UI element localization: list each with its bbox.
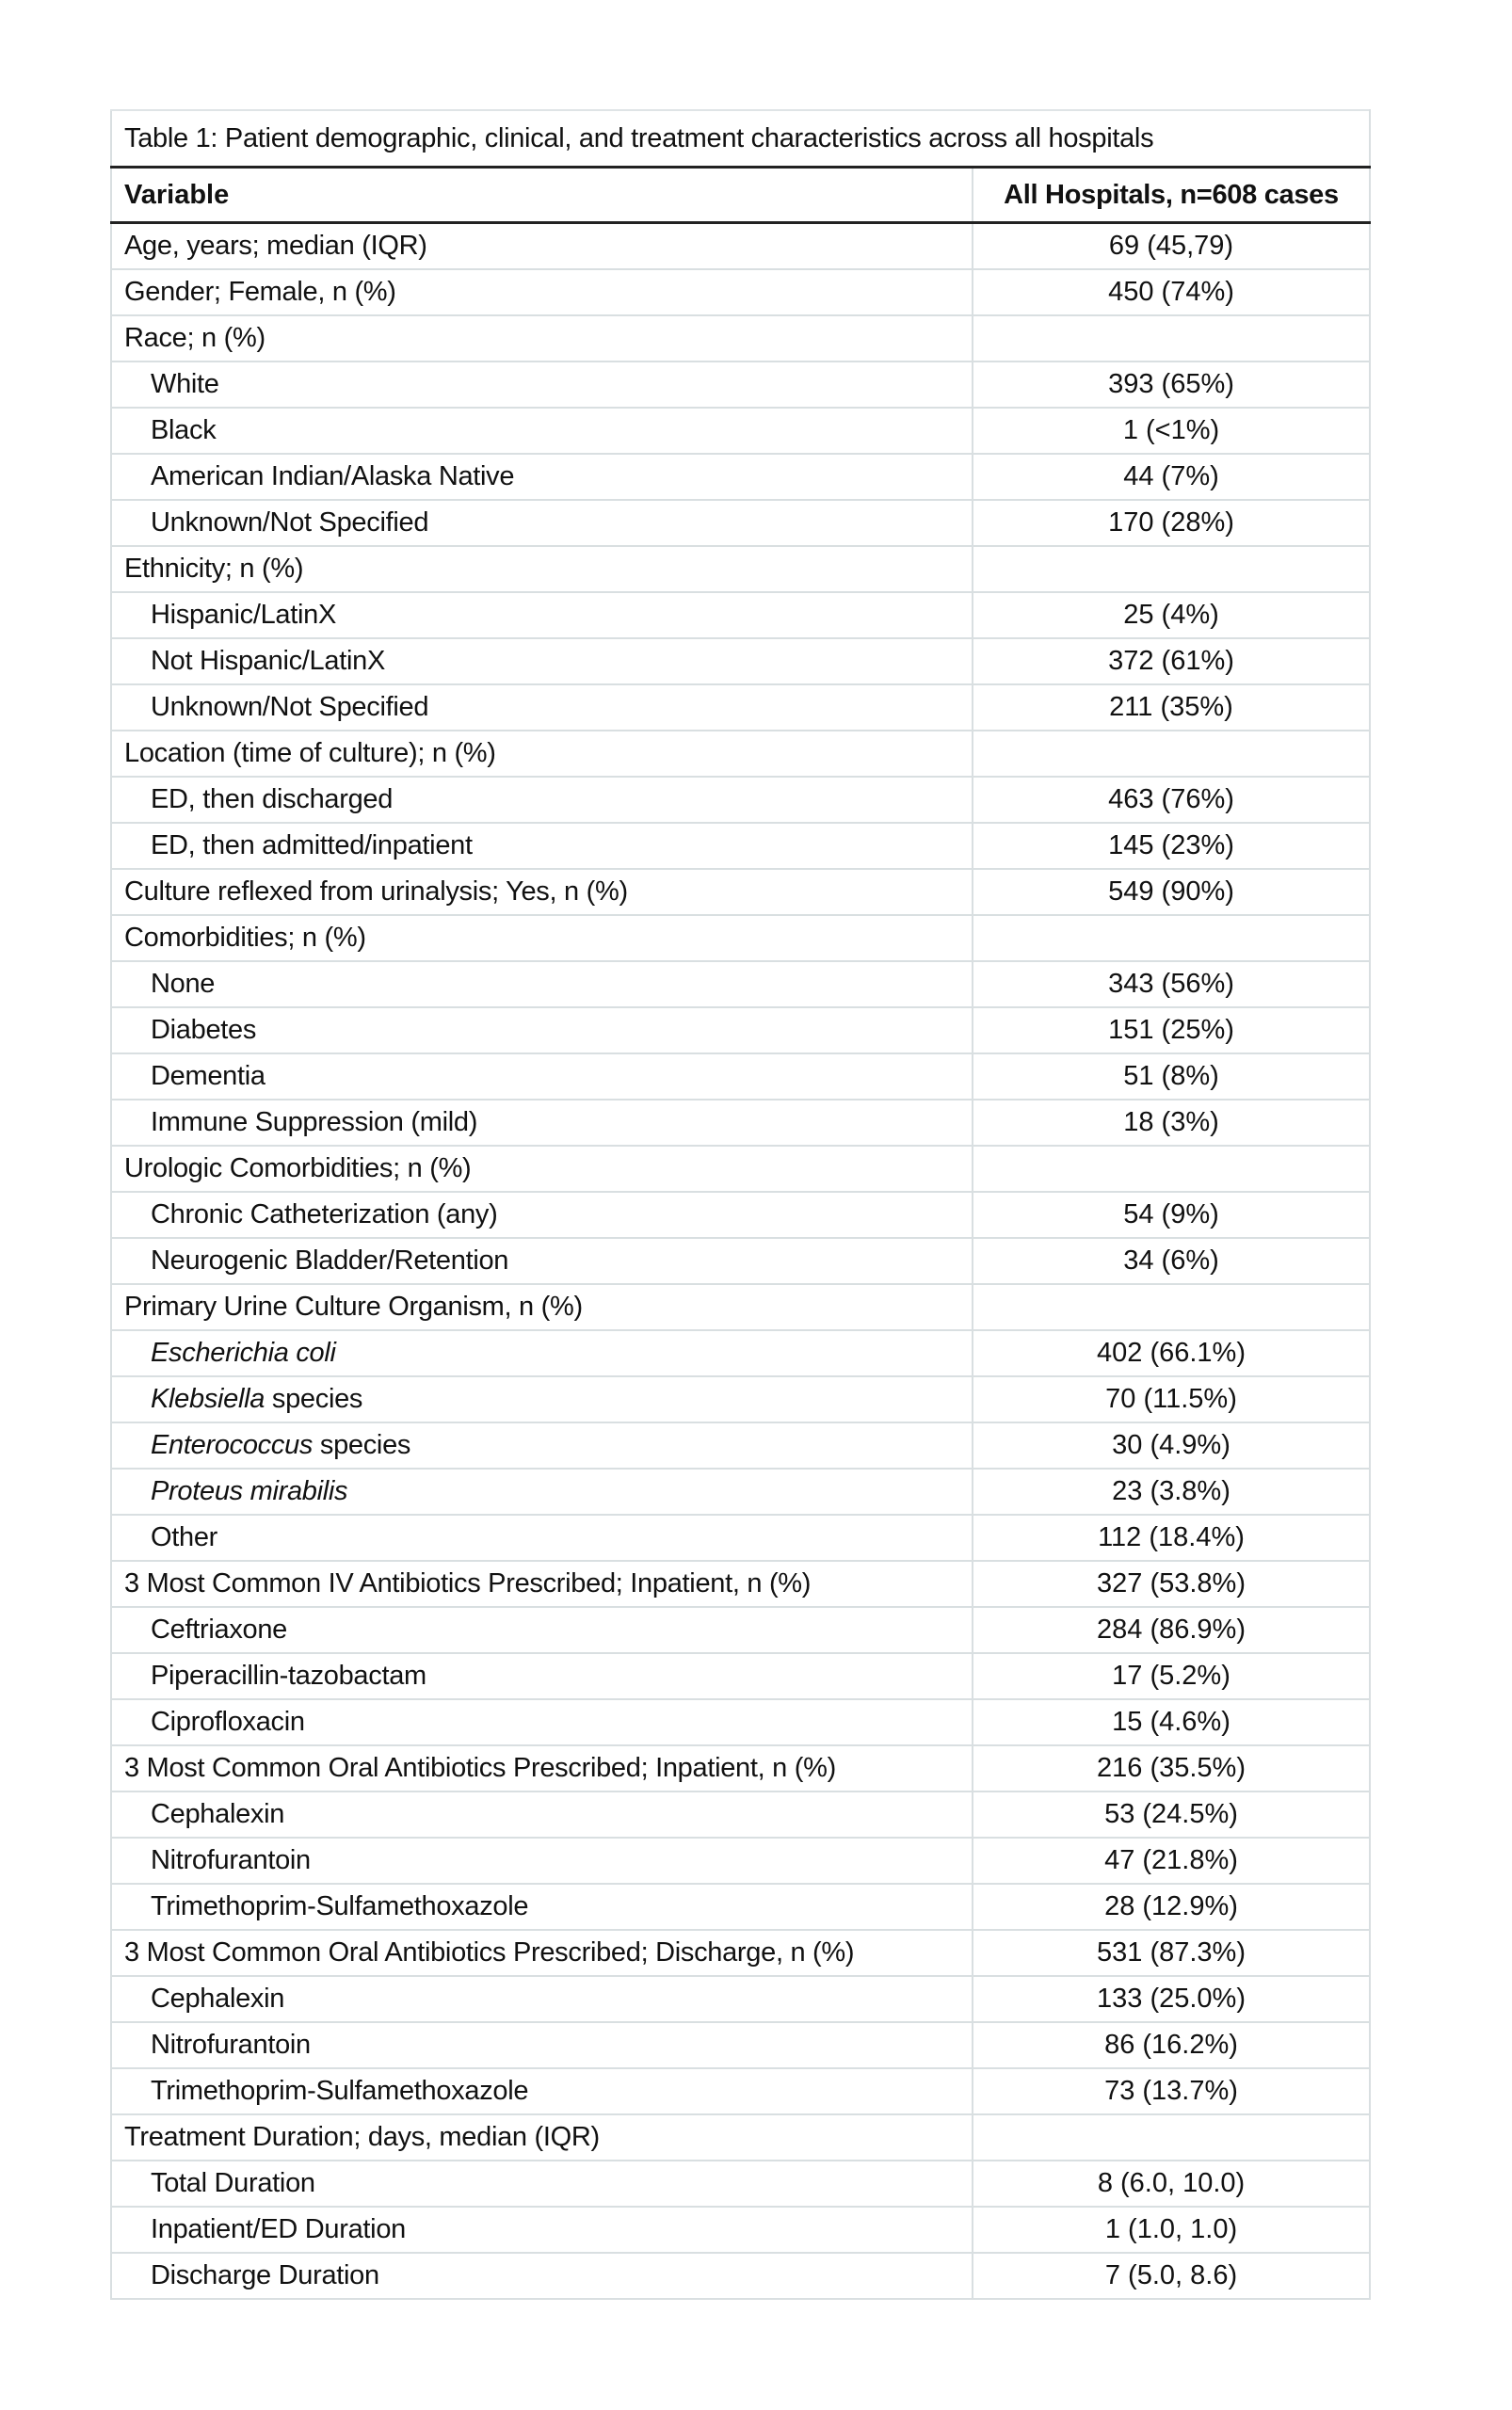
row-label: Neurogenic Bladder/Retention — [111, 1238, 973, 1284]
table-row — [111, 638, 1370, 684]
row-value: 1 (1.0, 1.0) — [973, 2207, 1370, 2253]
row-label: Gender; Female, n (%) — [111, 269, 973, 315]
table-row-section — [111, 1930, 1370, 1976]
row-value — [973, 2114, 1370, 2161]
row-label: None — [111, 961, 973, 1007]
table-row-section — [111, 869, 1370, 915]
row-value: 44 (7%) — [973, 454, 1370, 500]
table-row — [111, 1884, 1370, 1930]
table-row — [111, 2161, 1370, 2207]
row-label: Black — [111, 408, 973, 454]
table-row — [111, 500, 1370, 546]
row-value: 211 (35%) — [973, 684, 1370, 731]
row-value: 73 (13.7%) — [973, 2068, 1370, 2114]
label-suffix: species — [313, 1430, 411, 1460]
table-row — [111, 1100, 1370, 1146]
table-row-section — [111, 1561, 1370, 1607]
row-label: Cephalexin — [111, 1791, 973, 1838]
row-label: 3 Most Common Oral Antibiotics Prescribed; Inpatient, n (%) — [111, 1745, 973, 1791]
row-value — [973, 315, 1370, 362]
header-all-hospitals: All Hospitals, n=608 cases — [973, 168, 1370, 223]
table-row — [111, 1007, 1370, 1053]
row-value: 549 (90%) — [973, 869, 1370, 915]
table-row — [111, 1192, 1370, 1238]
row-value: 151 (25%) — [973, 1007, 1370, 1053]
row-label: 3 Most Common Oral Antibiotics Prescribed; Discharge, n (%) — [111, 1930, 973, 1976]
table-row — [111, 362, 1370, 408]
table-row-section — [111, 1146, 1370, 1192]
row-label — [111, 1469, 973, 1515]
row-value: 53 (24.5%) — [973, 1791, 1370, 1838]
row-label: 3 Most Common IV Antibiotics Prescribed; Inpatient, n (%) — [111, 1561, 973, 1607]
table-body — [111, 223, 1370, 2300]
table-row — [111, 961, 1370, 1007]
row-value: 28 (12.9%) — [973, 1884, 1370, 1930]
table-row — [111, 2068, 1370, 2114]
row-value: 70 (11.5%) — [973, 1376, 1370, 1422]
table-caption: Table 1: Patient demographic, clinical, and treatment characteristics across all hospitals — [111, 110, 1370, 168]
row-label: Age, years; median (IQR) — [111, 223, 973, 270]
row-value: 284 (86.9%) — [973, 1607, 1370, 1653]
row-label: Culture reflexed from urinalysis; Yes, n (%) — [111, 869, 973, 915]
table-row — [111, 1653, 1370, 1699]
row-label: Inpatient/ED Duration — [111, 2207, 973, 2253]
table-row-section — [111, 1745, 1370, 1791]
row-label — [111, 1422, 973, 1469]
row-value: 133 (25.0%) — [973, 1976, 1370, 2022]
row-label: Chronic Catheterization (any) — [111, 1192, 973, 1238]
row-value: 23 (3.8%) — [973, 1469, 1370, 1515]
label-suffix: species — [265, 1384, 363, 1414]
table-row — [111, 2207, 1370, 2253]
row-value: 47 (21.8%) — [973, 1838, 1370, 1884]
row-label: ED, then admitted/inpatient — [111, 823, 973, 869]
table-row — [111, 1053, 1370, 1100]
row-label: Location (time of culture); n (%) — [111, 731, 973, 777]
row-value: 69 (45,79) — [973, 223, 1370, 270]
row-label: Unknown/Not Specified — [111, 684, 973, 731]
row-value: 343 (56%) — [973, 961, 1370, 1007]
table-header-row — [111, 168, 1370, 223]
row-label: ED, then discharged — [111, 777, 973, 823]
row-value — [973, 915, 1370, 961]
row-value: 8 (6.0, 10.0) — [973, 2161, 1370, 2207]
row-value: 15 (4.6%) — [973, 1699, 1370, 1745]
table-row — [111, 684, 1370, 731]
table-row — [111, 1607, 1370, 1653]
row-value: 54 (9%) — [973, 1192, 1370, 1238]
row-label — [111, 1330, 973, 1376]
organism-name: Klebsiella — [151, 1384, 265, 1414]
row-label: Discharge Duration — [111, 2253, 973, 2299]
table-row-section — [111, 546, 1370, 592]
row-value: 463 (76%) — [973, 777, 1370, 823]
row-label: White — [111, 362, 973, 408]
table-row — [111, 1238, 1370, 1284]
table-row — [111, 408, 1370, 454]
table-row — [111, 777, 1370, 823]
row-value: 7 (5.0, 8.6) — [973, 2253, 1370, 2299]
row-label: Dementia — [111, 1053, 973, 1100]
row-value: 30 (4.9%) — [973, 1422, 1370, 1469]
row-label: Ethnicity; n (%) — [111, 546, 973, 592]
row-value: 145 (23%) — [973, 823, 1370, 869]
row-label: Nitrofurantoin — [111, 1838, 973, 1884]
row-value — [973, 546, 1370, 592]
row-value: 216 (35.5%) — [973, 1745, 1370, 1791]
row-label: Total Duration — [111, 2161, 973, 2207]
row-label: Urologic Comorbidities; n (%) — [111, 1146, 973, 1192]
row-value: 1 (<1%) — [973, 408, 1370, 454]
row-value: 17 (5.2%) — [973, 1653, 1370, 1699]
table-row-section — [111, 223, 1370, 270]
row-label: Race; n (%) — [111, 315, 973, 362]
table-row — [111, 2022, 1370, 2068]
row-value: 372 (61%) — [973, 638, 1370, 684]
table-row — [111, 1422, 1370, 1469]
row-label: American Indian/Alaska Native — [111, 454, 973, 500]
row-value: 531 (87.3%) — [973, 1930, 1370, 1976]
row-value: 393 (65%) — [973, 362, 1370, 408]
table-row — [111, 1791, 1370, 1838]
table-row — [111, 823, 1370, 869]
row-value: 86 (16.2%) — [973, 2022, 1370, 2068]
table-row-section — [111, 2114, 1370, 2161]
row-label — [111, 1376, 973, 1422]
header-variable: Variable — [111, 168, 973, 223]
organism-name: Enterococcus — [151, 1430, 314, 1460]
row-value: 170 (28%) — [973, 500, 1370, 546]
row-label: Nitrofurantoin — [111, 2022, 973, 2068]
table-row-section — [111, 1284, 1370, 1330]
row-value: 112 (18.4%) — [973, 1515, 1370, 1561]
row-label: Piperacillin-tazobactam — [111, 1653, 973, 1699]
table-row — [111, 1515, 1370, 1561]
row-label: Ceftriaxone — [111, 1607, 973, 1653]
row-value: 18 (3%) — [973, 1100, 1370, 1146]
row-label: Immune Suppression (mild) — [111, 1100, 973, 1146]
row-value: 25 (4%) — [973, 592, 1370, 638]
row-value: 34 (6%) — [973, 1238, 1370, 1284]
row-value: 327 (53.8%) — [973, 1561, 1370, 1607]
table-row — [111, 1699, 1370, 1745]
characteristics-table — [110, 109, 1371, 2300]
row-label: Not Hispanic/LatinX — [111, 638, 973, 684]
row-value: 51 (8%) — [973, 1053, 1370, 1100]
organism-name: Proteus mirabilis — [151, 1476, 348, 1506]
row-label: Treatment Duration; days, median (IQR) — [111, 2114, 973, 2161]
organism-name: Escherichia coli — [151, 1338, 336, 1368]
table-caption-row — [111, 110, 1370, 168]
row-label: Hispanic/LatinX — [111, 592, 973, 638]
table-row — [111, 1976, 1370, 2022]
row-label: Ciprofloxacin — [111, 1699, 973, 1745]
row-value — [973, 1146, 1370, 1192]
row-label: Comorbidities; n (%) — [111, 915, 973, 961]
row-value — [973, 731, 1370, 777]
table-row — [111, 1469, 1370, 1515]
table-row — [111, 1838, 1370, 1884]
row-value: 402 (66.1%) — [973, 1330, 1370, 1376]
row-value — [973, 1284, 1370, 1330]
row-label: Unknown/Not Specified — [111, 500, 973, 546]
row-label: Trimethoprim-Sulfamethoxazole — [111, 2068, 973, 2114]
table-row — [111, 454, 1370, 500]
table-row-section — [111, 915, 1370, 961]
table-row-section — [111, 269, 1370, 315]
table-row — [111, 2253, 1370, 2299]
row-label: Trimethoprim-Sulfamethoxazole — [111, 1884, 973, 1930]
row-label: Other — [111, 1515, 973, 1561]
table-container — [110, 109, 1369, 2300]
table-row — [111, 592, 1370, 638]
row-value: 450 (74%) — [973, 269, 1370, 315]
row-label: Diabetes — [111, 1007, 973, 1053]
table-row — [111, 1330, 1370, 1376]
row-label: Cephalexin — [111, 1976, 973, 2022]
table-row — [111, 1376, 1370, 1422]
row-label: Primary Urine Culture Organism, n (%) — [111, 1284, 973, 1330]
table-row-section — [111, 731, 1370, 777]
table-row-section — [111, 315, 1370, 362]
